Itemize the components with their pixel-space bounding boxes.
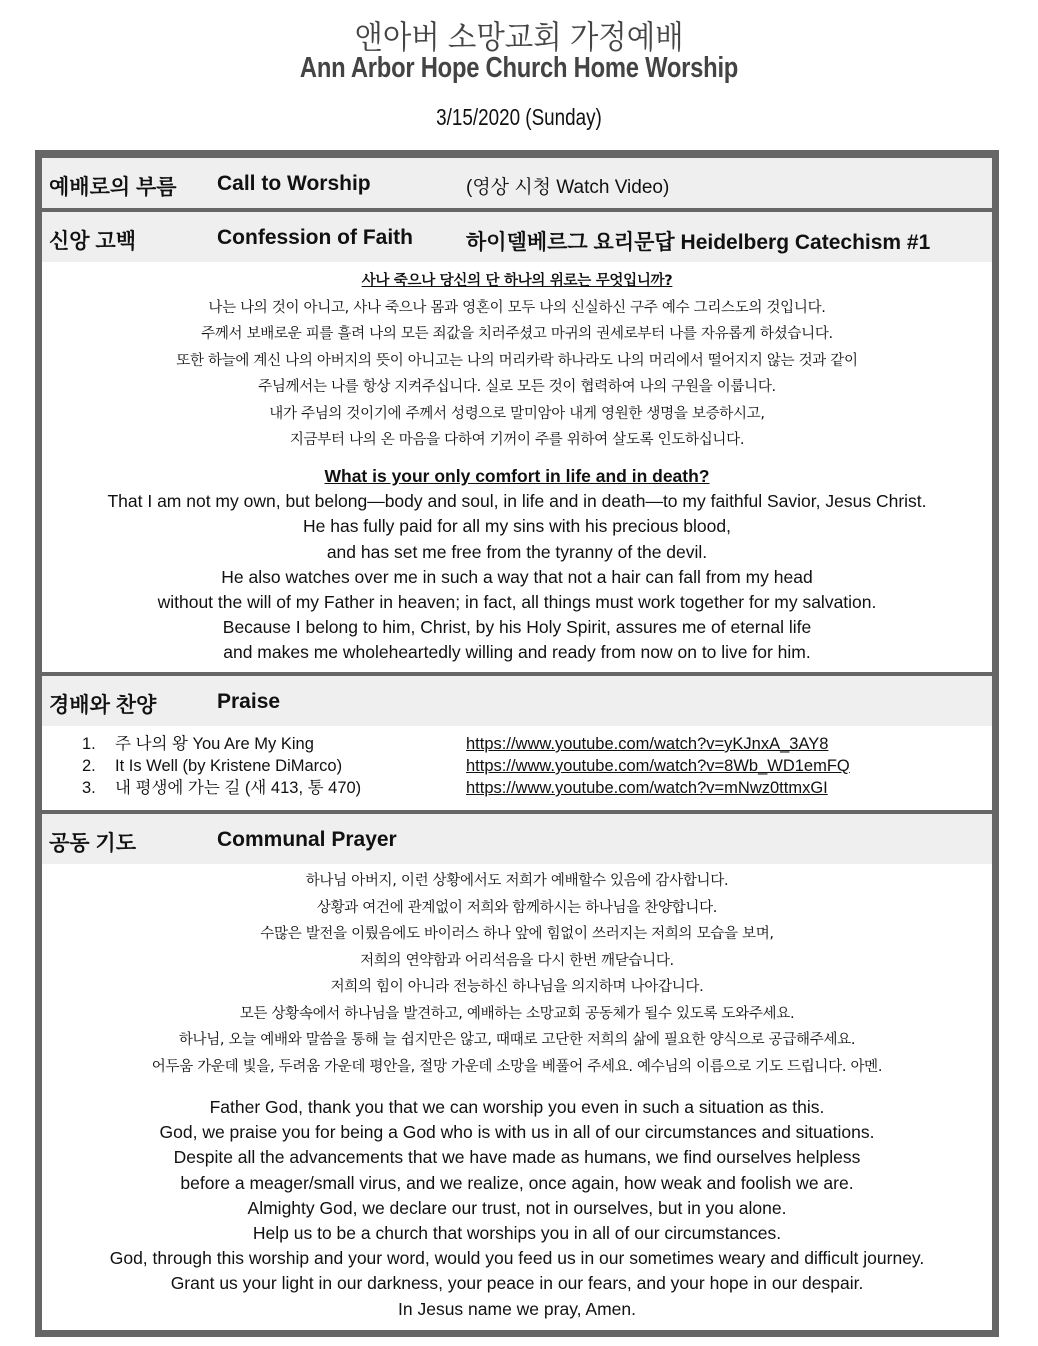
catechism-answer-line: 내가 주님의 것이기에 주께서 성령으로 말미암아 내게 영원한 생명을 보증하시고, <box>269 405 765 422</box>
section-communal-prayer <box>42 814 992 864</box>
song-number: 2. <box>82 757 96 775</box>
prayer-english-text <box>42 1095 992 1322</box>
prayer-line: In Jesus name we pray, Amen. <box>398 1298 636 1319</box>
confession-english-text <box>42 464 992 666</box>
praise-song-list <box>82 733 982 799</box>
catechism-reference: 하이델베르그 요리문답 Heidelberg Catechism #1 <box>466 231 931 254</box>
section-label-en: Call to Worship <box>217 172 371 195</box>
catechism-answer-line: He also watches over me in such a way that not a hair can fall from my head <box>221 566 813 587</box>
section-label-ko: 경배와 찬양 <box>49 694 157 717</box>
prayer-line: Grant us your light in our darkness, your peace in our fears, and your hope in our despair. <box>170 1273 864 1294</box>
song-title: 내 평생에 가는 길 (새 413, 통 470) <box>115 779 362 797</box>
prayer-line: God, we praise you for being a God who is with us in all of our circumstances and situations. <box>159 1122 875 1143</box>
prayer-line: 상황과 여건에 관계없이 저희와 함께하시는 하나님을 찬양합니다. <box>316 899 718 916</box>
section-label-en: Communal Prayer <box>217 828 397 851</box>
prayer-line: Despite all the advancements that we have made as humans, we find ourselves helpless <box>173 1147 861 1168</box>
song-title: It Is Well (by Kristene DiMarco) <box>115 757 343 775</box>
catechism-answer-line: 나는 나의 것이 아니고, 사나 죽으나 몸과 영혼이 모두 나의 신실하신 구주 예수 그리스도의 것입니다. <box>208 299 826 316</box>
prayer-line: 하나님, 오늘 예배와 말씀을 통해 늘 쉽지만은 않고, 때때로 고단한 저희의 삶에 필요한 양식으로 공급해주세요. <box>178 1032 856 1048</box>
watch-video-note: (영상 시청 Watch Video) <box>466 177 670 198</box>
praise-song-item <box>82 755 982 777</box>
song-video-link[interactable]: https://www.youtube.com/watch?v=mNwz0ttmxGI <box>466 779 828 797</box>
catechism-answer-line: 지금부터 나의 온 마음을 다하여 기꺼이 주를 위하여 살도록 인도하십니다. <box>289 432 745 448</box>
catechism-answer-line: 주님께서는 나를 항상 지켜주십니다. 실로 모든 것이 협력하여 나의 구원을 이룹니다. <box>258 379 776 395</box>
prayer-line: 하나님 아버지, 이런 상황에서도 저희가 예배할수 있음에 감사합니다. <box>305 873 729 889</box>
catechism-question-ko: 사나 죽으나 당신의 단 하나의 위로는 무엇입니까? <box>361 273 673 289</box>
catechism-answer-line: 주께서 보배로운 피를 흘려 나의 모든 죄값을 치러주셨고 마귀의 권세로부터 나를 자유롭게 하셨습니다. <box>201 326 833 342</box>
prayer-line: Help us to be a church that worships you in all of our circumstances. <box>252 1223 782 1244</box>
prayer-line: 모든 상황속에서 하나님을 발견하고, 예배하는 소망교회 공동체가 될수 있도록 도와주세요. <box>239 1005 795 1022</box>
page-title-english: Ann Arbor Hope Church Home Worship <box>299 52 739 84</box>
catechism-question-en: What is your only comfort in life and in death? <box>324 466 710 486</box>
prayer-line: 저희의 연약함과 어리석음을 다시 한번 깨닫습니다. <box>360 952 674 969</box>
catechism-answer-line: and makes me wholeheartedly willing and ready from now on to live for him. <box>223 642 811 663</box>
prayer-line: before a meager/small virus, and we realize, once again, how weak and foolish we are. <box>180 1172 854 1193</box>
catechism-answer-line: 또한 하늘에 계신 나의 아버지의 뜻이 아니고는 나의 머리카락 하나라도 나의 머리에서 떨어지지 않는 것과 같이 <box>176 352 858 369</box>
prayer-line: Almighty God, we declare our trust, not in ourselves, but in you alone. <box>247 1197 787 1218</box>
confession-korean-text <box>42 268 992 454</box>
praise-song-item <box>82 777 982 799</box>
section-label-ko: 신앙 고백 <box>49 230 136 253</box>
worship-date: 3/15/2020 (Sunday) <box>436 104 602 130</box>
section-label-en: Confession of Faith <box>217 226 413 249</box>
section-label-en: Praise <box>217 690 281 713</box>
prayer-line: 어두움 가운데 빛을, 두려움 가운데 평안을, 절망 가운데 소망을 베풀어 주세요. 예수님의 이름으로 기도 드립니다. 아멘. <box>151 1058 883 1075</box>
song-video-link[interactable]: https://www.youtube.com/watch?v=8Wb_WD1emFQ <box>466 757 850 775</box>
praise-song-item <box>82 733 982 755</box>
prayer-line: 저희의 힘이 아니라 전능하신 하나님을 의지하며 나아갑니다. <box>330 979 704 995</box>
prayer-line: God, through this worship and your word, would you feed us in our sometimes weary and difficult journey. <box>109 1248 925 1269</box>
section-label-ko: 예배로의 부름 <box>49 176 177 199</box>
song-number: 1. <box>82 735 96 753</box>
order-of-worship-table <box>35 150 999 1337</box>
catechism-answer-line: without the will of my Father in heaven; in fact, all things must work together for my salvation. <box>157 592 877 613</box>
song-video-link[interactable]: https://www.youtube.com/watch?v=yKJnxA_3AY8 <box>466 735 829 753</box>
prayer-line: Father God, thank you that we can worship you even in such a situation as this. <box>209 1097 825 1117</box>
song-number: 3. <box>82 779 96 797</box>
catechism-answer-line: He has fully paid for all my sins with his precious blood, <box>303 516 731 537</box>
song-title: 주 나의 왕 You Are My King <box>115 735 314 753</box>
section-praise <box>42 676 992 726</box>
section-call-to-worship <box>42 158 992 208</box>
prayer-korean-text <box>42 868 992 1080</box>
section-confession-of-faith <box>42 212 992 262</box>
section-label-ko: 공동 기도 <box>49 832 136 855</box>
catechism-answer-line: and has set me free from the tyranny of the devil. <box>326 541 708 562</box>
catechism-answer-line: Because I belong to him, Christ, by his Holy Spirit, assures me of eternal life <box>222 617 812 638</box>
prayer-line: 수많은 발전을 이뤘음에도 바이러스 하나 앞에 힘없이 쓰러지는 저희의 모습을 보며, <box>260 926 774 942</box>
catechism-answer-line: That I am not my own, but belong—body and soul, in life and in death—to my faithful Savior, Jesus Christ. <box>107 491 927 512</box>
page-title-korean: 앤아버 소망교회 가정예배 <box>354 19 684 55</box>
